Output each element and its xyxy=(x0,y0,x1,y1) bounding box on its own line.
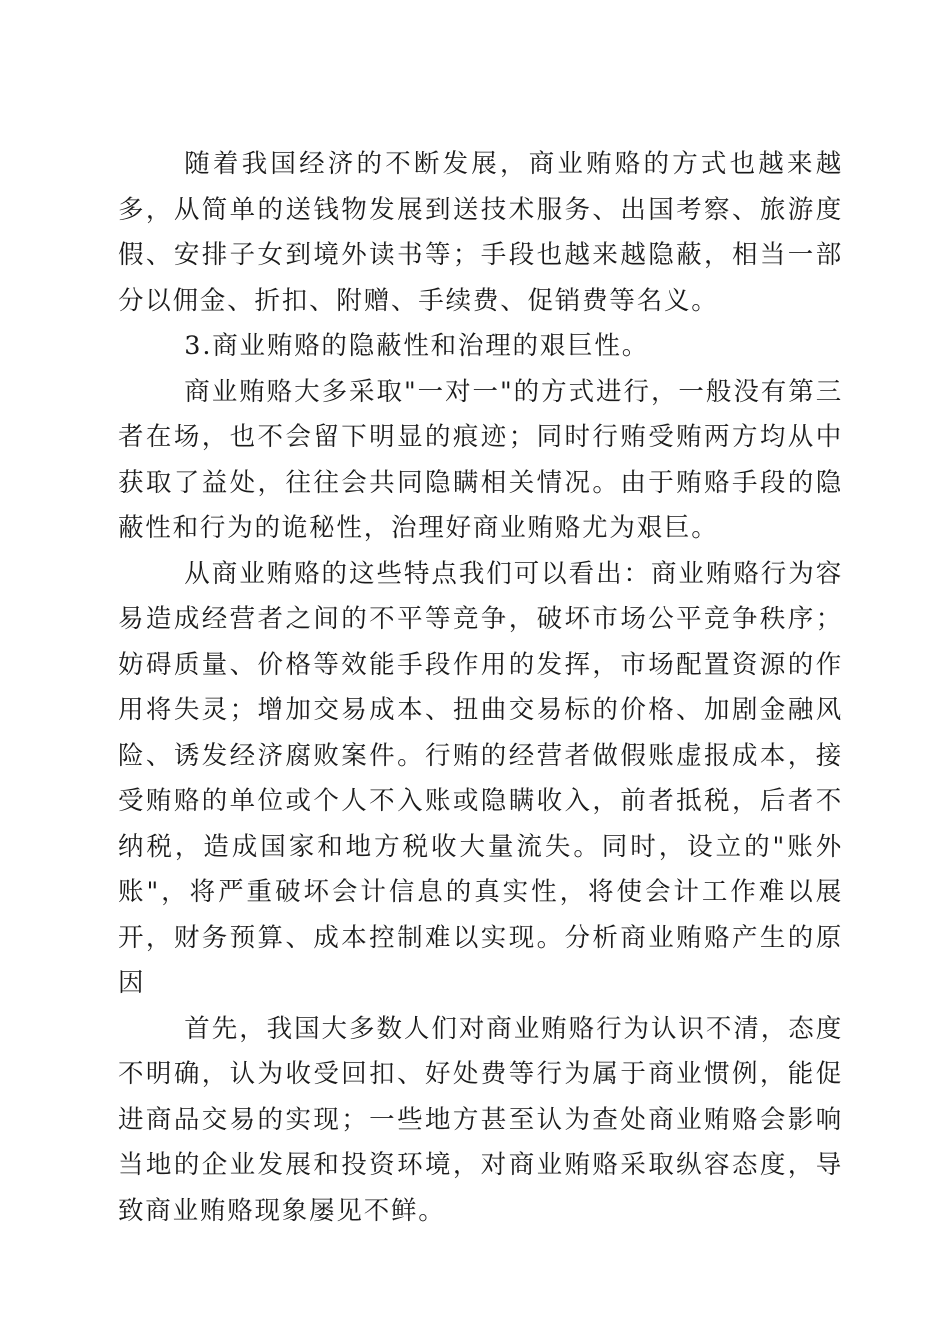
document-body xyxy=(118,142,843,1234)
paragraph-bribery-methods: 随着我国经济的不断发展，商业贿赂的方式也越来越多，从简单的送钱物发展到送技术服务、出国考察、旅游度假、安排子女到境外读书等；手段也越来越隐蔽，相当一部分以佣金、折扣、附赠、手续费、促销费等名义。 xyxy=(118,149,843,316)
paragraph-causes-first: 首先，我国大多数人们对商业贿赂行为认识不清，态度不明确，认为收受回扣、好处费等行为属于商业惯例，能促进商品交易的实现；一些地方甚至认为查处商业贿赂会影响当地的企业发展和投资环境，对商业贿赂采取纵容态度，导致商业贿赂现象屡见不鲜。 xyxy=(118,1013,843,1226)
section-heading-concealment: 3.商业贿赂的隐蔽性和治理的艰巨性。 xyxy=(184,331,650,361)
paragraph-one-on-one: 商业贿赂大多采取"一对一"的方式进行，一般没有第三者在场，也不会留下明显的痕迹；同时行贿受贿两方均从中获取了益处，往往会共同隐瞒相关情况。由于贿赂手段的隐蔽性和行为的诡秘性，治理好商业贿赂尤为艰巨。 xyxy=(118,376,843,543)
paragraph-consequences: 从商业贿赂的这些特点我们可以看出：商业贿赂行为容易造成经营者之间的不平等竞争，破坏市场公平竞争秩序；妨碍质量、价格等效能手段作用的发挥，市场配置资源的作用将失灵；增加交易成本、扭曲交易标的价格、加剧金融风险、诱发经济腐败案件。行贿的经营者做假账虚报成本，接受贿赂的单位或个人不入账或隐瞒收入，前者抵税，后者不纳税，造成国家和地方税收大量流失。同时，设立的"账外账"，将严重破坏会计信息的真实性，将使会计工作难以展开，财务预算、成本控制难以实现。分析商业贿赂产生的原因 xyxy=(118,558,843,998)
